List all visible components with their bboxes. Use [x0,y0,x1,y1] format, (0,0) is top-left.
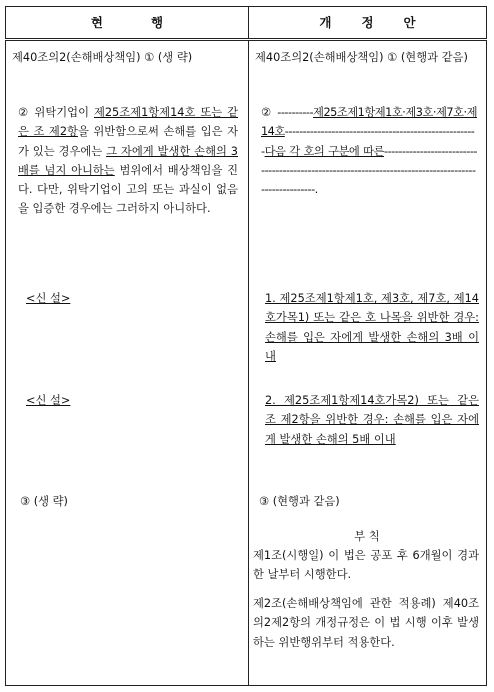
revised-law-cell [249,40,487,686]
addenda-article-2: 제2조(손해배상책임에 관한 적용례) 제40조의2제2항의 개정규정은 이 법 시행 이후 발생하는 위반행위부터 적용한다. [253,597,479,649]
addenda-title: 부 칙 [354,530,380,543]
current-new-item-1: <신 설> [26,292,71,305]
header-current: 현행 [6,7,249,40]
addenda-article-1: 제1조(시행일) 이 법은 공포 후 6개월이 경과한 날부터 시행한다. [253,549,479,582]
revised-item-1: 1. 제25조제1항제1호, 제3호, 제7호, 제14호가목1) 또는 같은 호 나목을 위반한 경우: 손해를 입은 자에게 발생한 손해의 3배 이내 [265,292,479,363]
current-paragraph-3: ③ (생 략) [20,495,68,508]
current-article-title: 제40조의2(손해배상책임) ① (생 략) [12,51,193,64]
revised-article-title: 제40조의2(손해배상책임) ① (현행과 같음) [255,51,468,64]
current-paragraph-2: ② 위탁기업이 제25조제1항제14호 또는 같은 조 제2항을 위반함으로써 손해를 입은 자가 있는 경우에는 그 자에게 발생한 손해의 3배를 넘지 아니하는 범위에서 배상책임을 진다. 다만, 위탁기업이 고의 또는 과실이 없음을 입증한 경우에는 그러하지 아니하다. [18,106,239,216]
revised-paragraph-3: ③ (현행과 같음) [259,495,340,508]
comparison-table [5,6,487,686]
current-new-item-2: <신 설> [26,394,71,407]
revised-item-2: 2. 제25조제1항제14호가목2) 또는 같은 조 제2항을 위반한 경우: 손해를 입은 자에게 발생한 손해의 5배 이내 [265,394,479,446]
header-revised: 개정안 [249,7,487,40]
revised-paragraph-2: ② ----------제25조제1항제1호·제3호·제7호·제14호------------------------------------------------------다음 각 호의 구분에 따른-----------------------------------------------------------------------------------------------------. [261,106,477,197]
current-law-cell [6,40,249,686]
